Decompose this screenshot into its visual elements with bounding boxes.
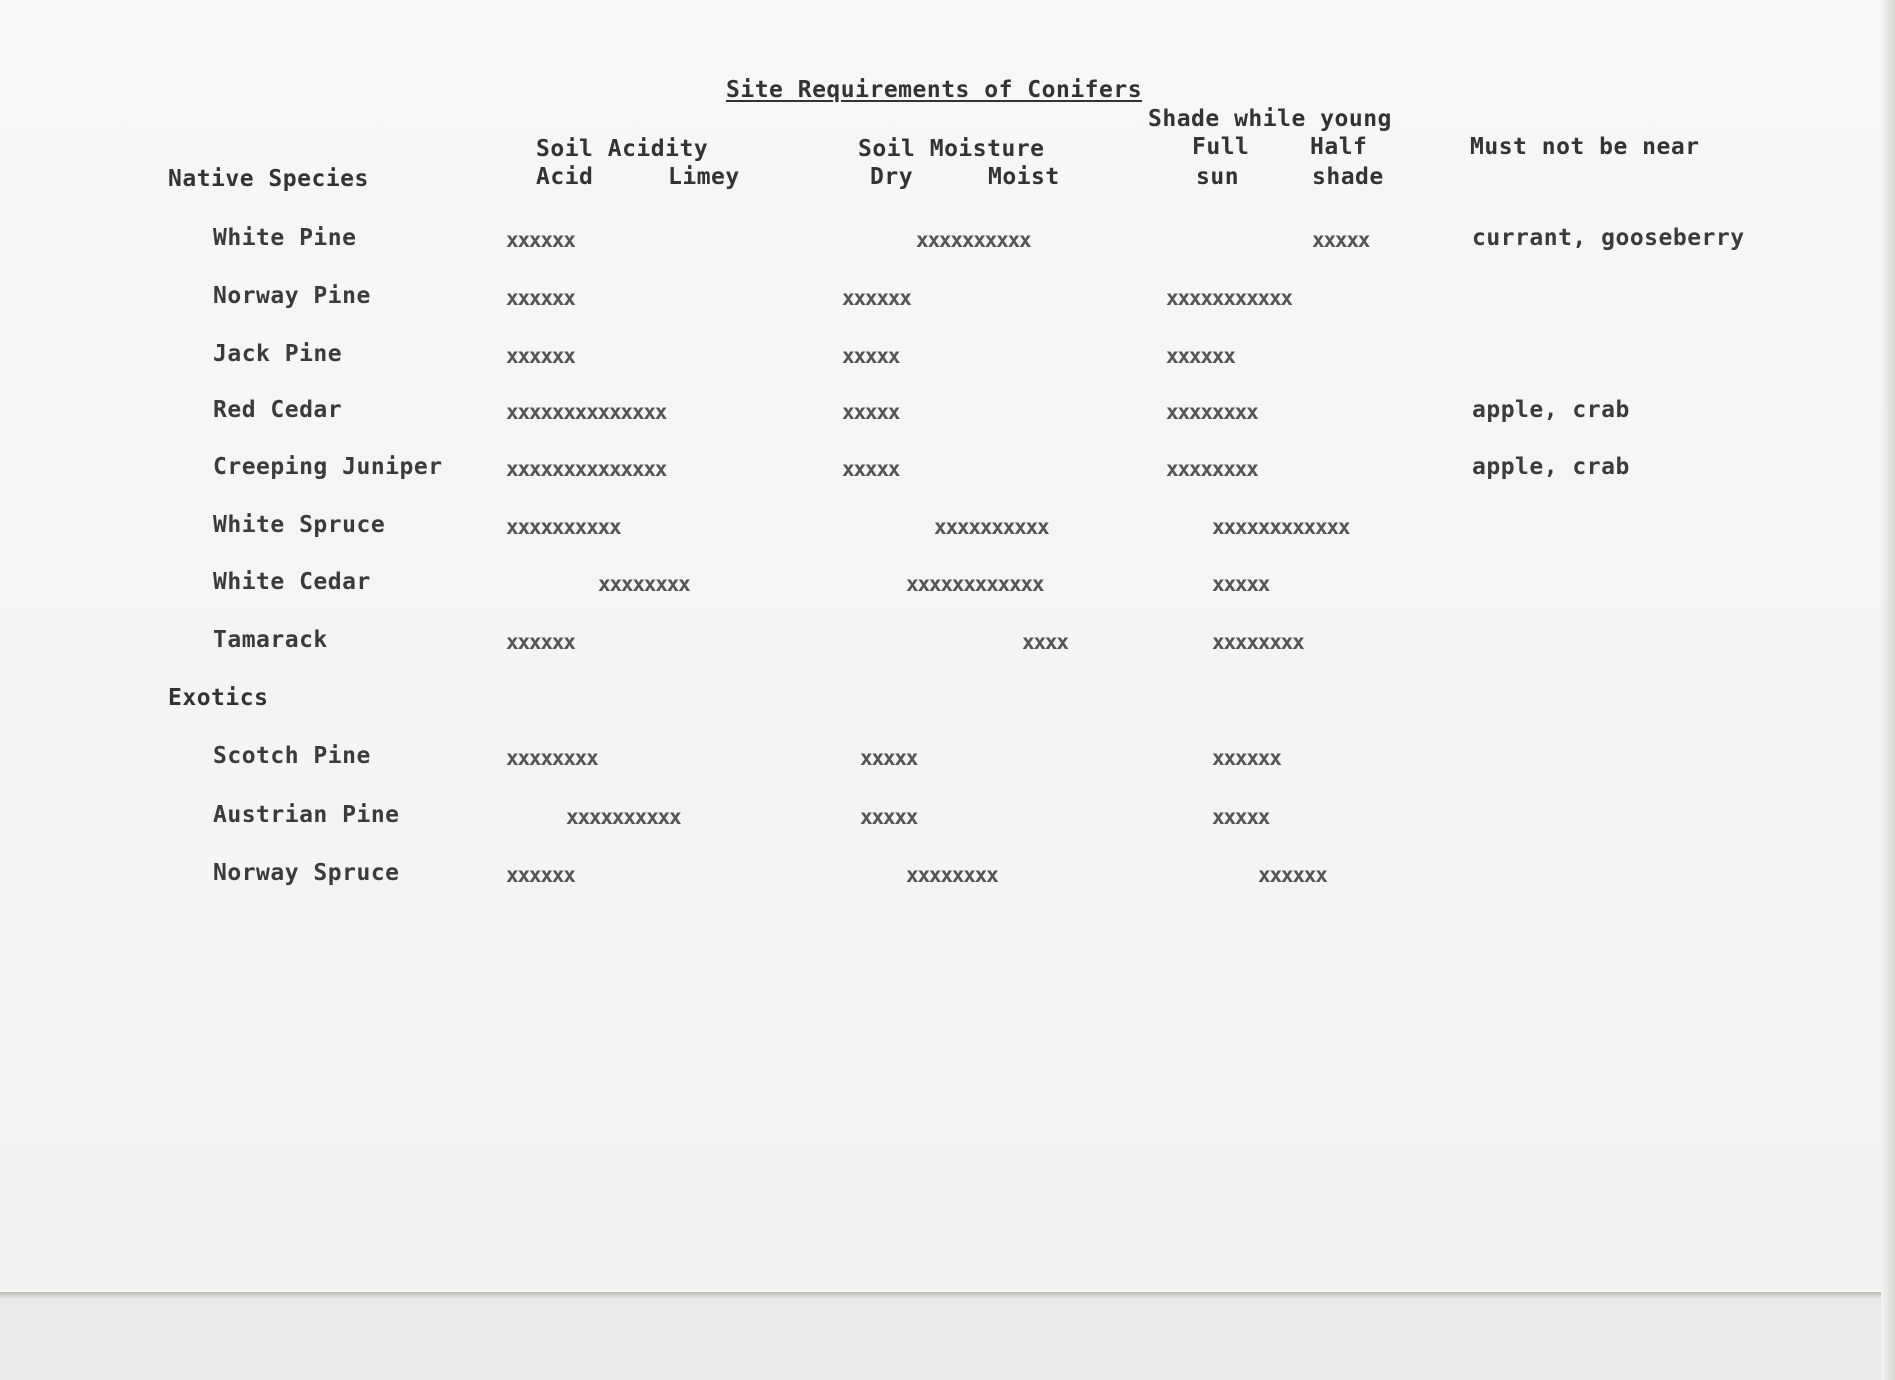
page-right-edge xyxy=(1881,0,1895,1380)
shade-mark: xxxxxxxxxxxx xyxy=(1212,515,1350,539)
shade-mark: xxxxx xyxy=(1312,228,1370,252)
header-native-species: Native Species xyxy=(168,166,369,192)
soil-moisture-mark: xxxxx xyxy=(842,400,900,424)
species-name: Norway Spruce xyxy=(213,860,400,886)
species-name: Austrian Pine xyxy=(213,802,400,828)
soil-acidity-mark: xxxxxxxxxx xyxy=(506,515,621,539)
soil-moisture-mark: xxxx xyxy=(1022,630,1068,654)
header-soil-moisture: Soil Moisture xyxy=(858,136,1045,162)
species-name: Creeping Juniper xyxy=(213,454,443,480)
header-shade-while-young: Shade while young xyxy=(1148,106,1392,132)
header-dry: Dry xyxy=(870,164,914,190)
soil-acidity-mark: xxxxxx xyxy=(506,286,575,310)
soil-acidity-mark: xxxxxx xyxy=(506,344,575,368)
shade-mark: xxxxxx xyxy=(1258,863,1327,887)
species-name: Red Cedar xyxy=(213,397,343,423)
shade-mark: xxxxxx xyxy=(1166,344,1235,368)
must-not-be-near-value: apple, crab xyxy=(1472,454,1630,480)
must-not-be-near-value: apple, crab xyxy=(1472,397,1630,423)
soil-moisture-mark: xxxxxxxx xyxy=(906,863,998,887)
soil-acidity-mark: xxxxxx xyxy=(506,630,575,654)
header-shade: shade xyxy=(1312,164,1384,190)
shade-mark: xxxxx xyxy=(1212,805,1270,829)
soil-acidity-mark: xxxxxxxxxxxxxx xyxy=(506,400,667,424)
soil-moisture-mark: xxxxx xyxy=(842,344,900,368)
header-acid: Acid xyxy=(536,164,594,190)
must-not-be-near-value: currant, gooseberry xyxy=(1472,225,1745,251)
species-name: White Pine xyxy=(213,225,357,251)
soil-acidity-mark: xxxxxxxx xyxy=(506,746,598,770)
shade-mark: xxxxxxxx xyxy=(1212,630,1304,654)
header-limey: Limey xyxy=(668,164,740,190)
header-must-not-be-near: Must not be near xyxy=(1470,134,1700,160)
shade-mark: xxxxxx xyxy=(1212,746,1281,770)
soil-moisture-mark: xxxxxxxxxx xyxy=(916,228,1031,252)
soil-acidity-mark: xxxxxx xyxy=(506,228,575,252)
soil-acidity-mark: xxxxxxxxxxxxxx xyxy=(506,457,667,481)
species-name: Tamarack xyxy=(213,627,328,653)
shade-mark: xxxxxxxx xyxy=(1166,457,1258,481)
soil-moisture-mark: xxxxx xyxy=(842,457,900,481)
species-name: Jack Pine xyxy=(213,341,343,367)
shade-mark: xxxxxxxx xyxy=(1166,400,1258,424)
shade-mark: xxxxx xyxy=(1212,572,1270,596)
header-moist: Moist xyxy=(988,164,1060,190)
soil-acidity-mark: xxxxxxxx xyxy=(598,572,690,596)
species-name: Scotch Pine xyxy=(213,743,371,769)
header-soil-acidity: Soil Acidity xyxy=(536,136,709,162)
underlying-page xyxy=(0,1298,1895,1380)
section-exotics: Exotics xyxy=(168,685,269,711)
soil-acidity-mark: xxxxxxxxxx xyxy=(566,805,681,829)
header-half: Half xyxy=(1310,134,1368,160)
soil-acidity-mark: xxxxxx xyxy=(506,863,575,887)
soil-moisture-mark: xxxxxx xyxy=(842,286,911,310)
species-name: White Cedar xyxy=(213,569,371,595)
soil-moisture-mark: xxxxx xyxy=(860,805,918,829)
species-name: White Spruce xyxy=(213,512,386,538)
soil-moisture-mark: xxxxxxxxxx xyxy=(934,515,1049,539)
document-title: Site Requirements of Conifers xyxy=(726,77,1143,103)
soil-moisture-mark: xxxxx xyxy=(860,746,918,770)
soil-moisture-mark: xxxxxxxxxxxx xyxy=(906,572,1044,596)
header-full: Full xyxy=(1192,134,1250,160)
shade-mark: xxxxxxxxxxx xyxy=(1166,286,1292,310)
species-name: Norway Pine xyxy=(213,283,371,309)
header-sun: sun xyxy=(1196,164,1240,190)
